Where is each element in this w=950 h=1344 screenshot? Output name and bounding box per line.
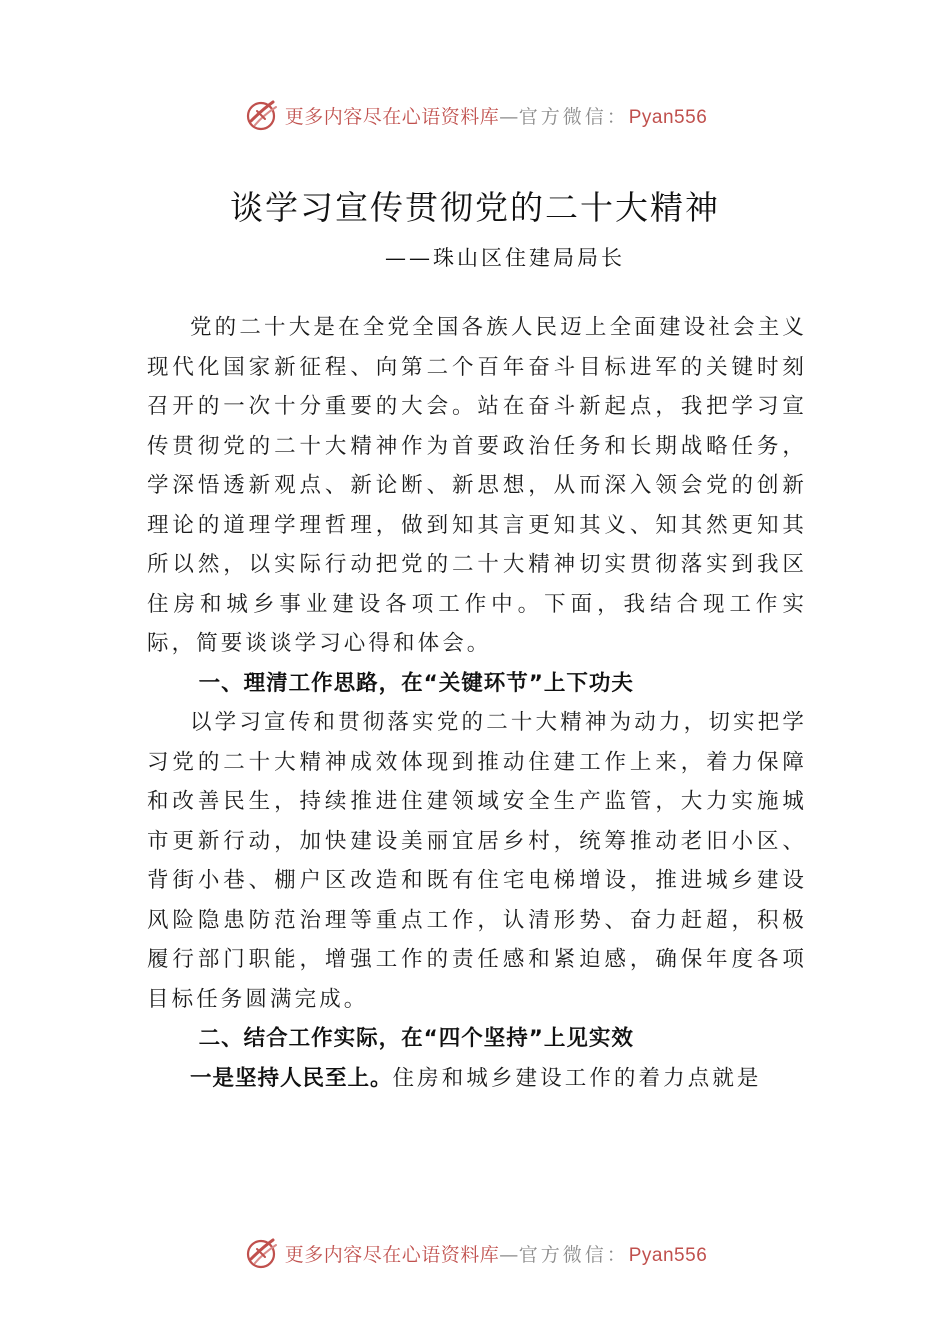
paragraph-2: 以学习宣传和贯彻落实党的二十大精神为动力，切实把学习党的二十大精神成效体现到推动住建工作上来，着力保障和改善民生，持续推进住建领域安全生产监管，大力实施城市更新行动，加快建设美丽宜居乡村，统筹推动老旧小区、背街小巷、棚户区改造和既有住宅电梯增设，推进城乡建设风险隐患防范治理等重点工作，认清形势、奋力赶超，积极履行部门职能，增强工作的责任感和紧迫感，确保年度各项目标任务圆满完成。 [147, 710, 807, 1012]
paragraph-3-text: 住房和城乡建设工作的着力点就是 [392, 1065, 762, 1091]
watermark-main: 更多内容尽在心语资料库 [284, 1243, 500, 1266]
watermark-main: 更多内容尽在心语资料库 [284, 105, 500, 128]
watermark-dash: — [499, 1243, 519, 1266]
watermark-dash: — [499, 105, 519, 128]
document-body [147, 308, 807, 1098]
section-heading-1: 一、理清工作思路，在“关键环节”上下功夫 [198, 670, 634, 696]
document-title: 谈学习宣传贯彻党的二十大精神 [230, 188, 720, 227]
watermark-text [285, 1240, 708, 1267]
watermark-text [285, 102, 708, 129]
paragraph-1: 党的二十大是在全党全国各族人民迈上全面建设社会主义现代化国家新征程、向第二个百年奋斗目标进军的关键时刻召开的一次十分重要的大会。站在奋斗新起点，我把学习宣传贯彻党的二十大精神作为首要政治任务和长期战略任务，学深悟透新观点、新论断、新思想，从而深入领会党的创新理论的道理学理哲理，做到知其言更知其义、知其然更知其所以然，以实际行动把党的二十大精神切实贯彻落实到我区住房和城乡事业建设各项工作中。下面，我结合现工作实际，简要谈谈学习心得和体会。 [147, 315, 807, 656]
watermark-label: 官方微信： [518, 105, 629, 128]
brand-logo-icon [243, 1235, 279, 1271]
paragraph-3 [147, 1059, 807, 1099]
watermark-id: Pyan556 [628, 106, 708, 128]
brand-logo-icon [243, 97, 279, 133]
section-heading-2: 二、结合工作实际，在“四个坚持”上见实效 [198, 1026, 634, 1051]
header-watermark [0, 95, 950, 135]
watermark-label: 官方微信： [518, 1243, 629, 1266]
watermark-id: Pyan556 [628, 1244, 708, 1266]
footer-watermark [0, 1233, 950, 1273]
document-subtitle: ——珠山区住建局局长 [385, 246, 625, 270]
paragraph-3-lead: 一是坚持人民至上。 [190, 1065, 393, 1091]
